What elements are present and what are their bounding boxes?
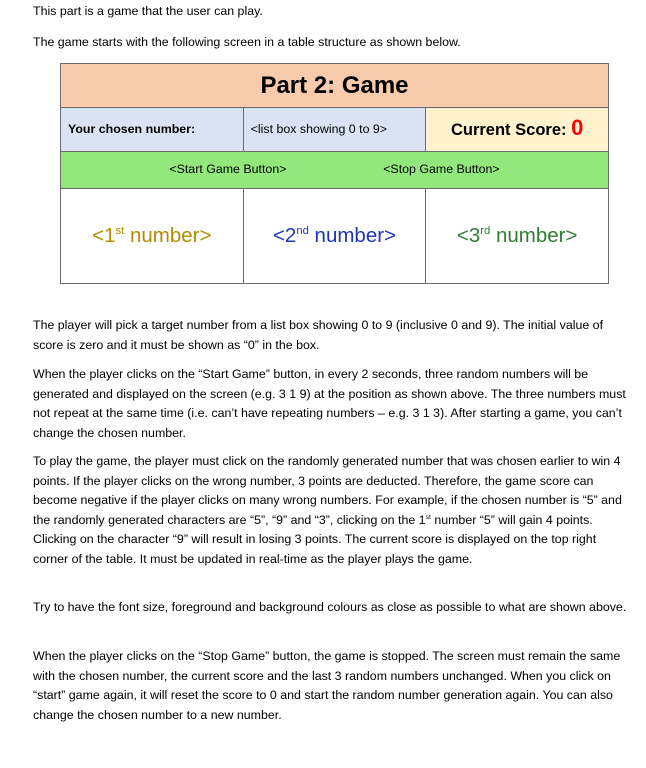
paragraph-4: Try to have the font size, foreground and background colours as close as possible to what are shown above. xyxy=(33,600,627,614)
first-number-sup: st xyxy=(115,225,125,238)
chosen-number-label: Your chosen number: xyxy=(61,108,244,152)
stop-game-placeholder: <Stop Game Button> xyxy=(383,162,500,177)
third-number-sup: rd xyxy=(480,225,491,238)
third-number-post: number> xyxy=(490,224,578,248)
first-number-pre: <1 xyxy=(92,224,116,248)
intro-line-1: This part is a game that the user can play. xyxy=(33,4,263,18)
second-number-sup: nd xyxy=(296,225,309,238)
paragraph-3-part-a: To play the game, the player must click on the randomly generated number that was chosen earlier to win 4 points. If the player clicks on the wrong number, 3 points are deducted. Therefore, the game score can become negative if the player clicks on many wrong numbers. For example, if the chosen number is “5” and the randomly generated characters are “5”, “9” and “3”, clicking on the 1 xyxy=(33,454,622,527)
second-number-post: number> xyxy=(308,224,397,248)
intro-line-2: The game starts with the following screen in a table structure as shown below. xyxy=(33,35,461,49)
second-number-cell xyxy=(243,189,426,284)
current-score-value: 0 xyxy=(571,115,584,141)
list-box-placeholder: <list box showing 0 to 9> xyxy=(243,108,426,152)
paragraph-3-sup: st xyxy=(425,513,431,521)
buttons-row xyxy=(61,152,609,189)
current-score-label: Current Score: xyxy=(450,121,572,140)
game-layout-table xyxy=(60,63,609,284)
third-number-pre: <3 xyxy=(456,224,481,248)
first-number-post: number> xyxy=(124,224,212,248)
current-score-cell xyxy=(426,108,609,152)
paragraph-2: When the player clicks on the “Start Game” button, in every 2 seconds, three random numbers will be generated and displayed on the screen (e.g. 3 1 9) at the position as shown above. The three numbers must not repeat at the same time (i.e. can’t have repeating numbers – e.g. 3 1 3). After starting a game, you can’t change the chosen number. xyxy=(33,367,626,440)
third-number-cell xyxy=(426,189,609,284)
paragraph-3 xyxy=(33,452,633,569)
paragraph-5: When the player clicks on the “Stop Game” button, the game is stopped. The screen must remain the same with the chosen number, the current score and the last 3 random numbers unchanged. When you click on “start” game again, it will reset the score to 0 and start the random number generation again. You can also change the chosen number to a new number. xyxy=(33,649,621,722)
paragraph-1: The player will pick a target number from a list box showing 0 to 9 (inclusive 0 and 9). The initial value of score is zero and it must be shown as “0” in the box. xyxy=(33,318,604,352)
game-title: Part 2: Game xyxy=(61,64,609,108)
start-game-placeholder: <Start Game Button> xyxy=(169,162,287,177)
paragraph-3-part-b: number “5” will gain 4 points. Clicking on the character “9” will result in losing 3 points. The current score is displayed on the top right corner of the table. It must be updated in real-time as the player plays the game. xyxy=(33,512,597,566)
first-number-cell xyxy=(61,189,244,284)
second-number-pre: <2 xyxy=(272,224,297,248)
